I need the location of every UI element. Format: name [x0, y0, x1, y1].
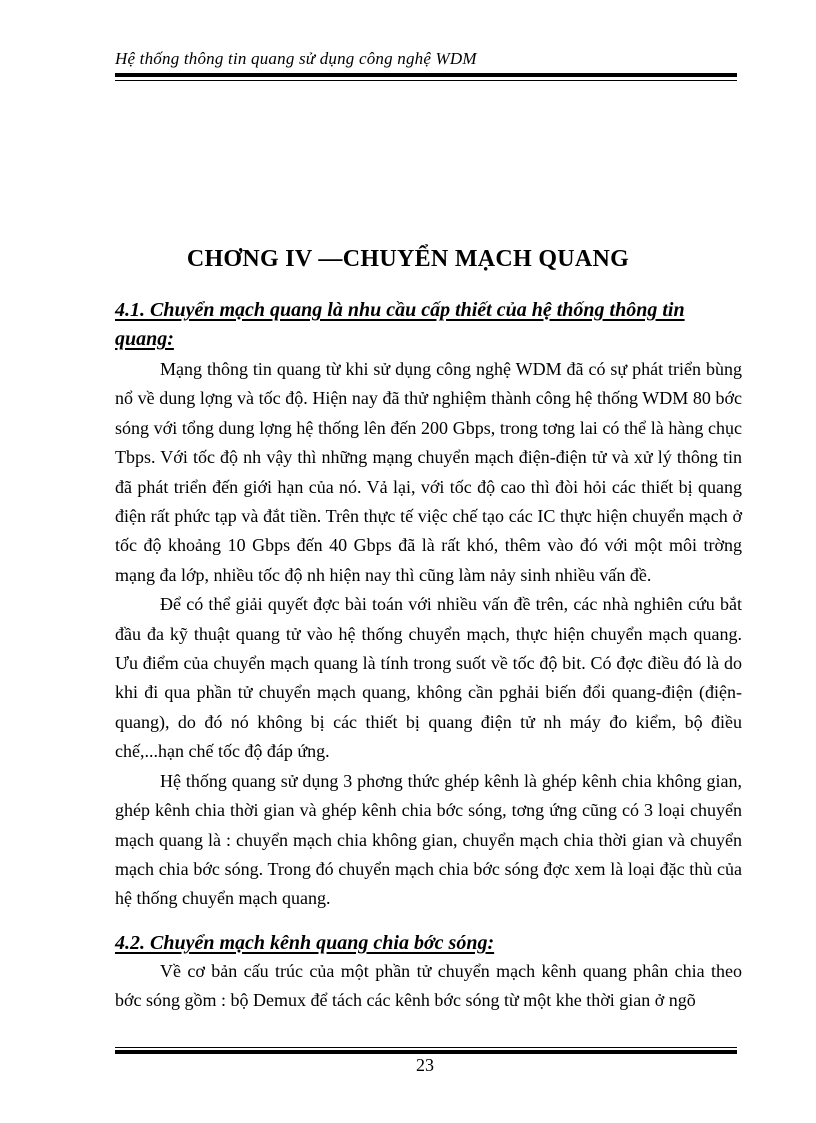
- footer-rule: [115, 1050, 737, 1054]
- footer-rule-thin: [115, 1047, 737, 1048]
- page-number: 23: [416, 1055, 434, 1075]
- chapter-title: CHƠNG IV —CHUYỂN MẠCH QUANG: [186, 246, 630, 272]
- paragraph: Hệ thống quang sử dụng 3 phơng thức ghép kênh là ghép kênh chia không gian, ghép kênh chia thời gian và ghép kênh chia bớc sóng, tơng ứng cũng có 3 loại chuyển mạch quang là : chuyển mạch chia không gian, chuyển mạch chia thời gian và chuyển mạch chia bớc sóng. Trong đó chuyển mạch chia bớc sóng đợc xem là loại đặc thù của hệ thống chuyển mạch quang.: [115, 770, 742, 909]
- paragraph: Về cơ bản cấu trúc của một phần tử chuyển mạch kênh quang phân chia theo bớc sóng gồm : bộ Demux để tách các kênh bớc sóng từ một khe thời gian ở ngõ: [115, 961, 742, 1011]
- section-heading-4-1: 4.1. Chuyển mạch quang là nhu cầu cấp thiết của hệ thống thông tin quang:: [115, 299, 685, 350]
- paragraph: Mạng thông tin quang từ khi sử dụng công nghệ WDM đã có sự phát triển bùng nổ về dung lợng và tốc độ. Hiện nay đã thử nghiệm thành công hệ thống WDM 80 bớc sóng với tổng dung lợng hệ thống lên đến 200 Gbps, trong tơng lai có thể là hàng chục Tbps. Với tốc độ nh vậy thì những mạng chuyển mạch điện-điện tử và xử lý thông tin đã phát triển đến giới hạn của nó. Vả lại, với tốc độ cao thì đòi hỏi các thiết bị quang điện rất phức tạp và đắt tiền. Trên thực tế việc chế tạo các IC thực hiện chuyển mạch ở tốc độ khoảng 10 Gbps đến 40 Gbps đã là rất khó, thêm vào đó với một môi trờng mạng đa lớp, nhiều tốc độ nh hiện nay thì cũng làm nảy sinh nhiều vấn đề.: [115, 359, 742, 585]
- header-rule: [115, 73, 737, 77]
- section-body-4-1: [115, 355, 742, 914]
- section-body-4-2: [115, 957, 742, 1016]
- running-header: Hệ thống thông tin quang sử dụng công nghệ WDM: [115, 49, 477, 68]
- paragraph: Để có thể giải quyết đợc bài toán với nhiều vấn đề trên, các nhà nghiên cứu bắt đầu đa kỹ thuật quang tử vào hệ thống chuyển mạch, thực hiện chuyển mạch quang. Ưu điểm của chuyển mạch quang là tính trong suốt về tốc độ bit. Có đợc điều đó là do khi đi qua phần tử chuyển mạch quang, không cần pghải biến đổi quang-điện (điện-quang), do đó nó không bị các thiết bị quang điện tử nh máy đo kiểm, bộ điều chế,...hạn chế tốc độ đáp ứng.: [115, 594, 742, 762]
- header-rule-thin: [115, 80, 737, 81]
- section-heading-4-2: 4.2. Chuyển mạch kênh quang chia bớc sóng:: [115, 932, 495, 954]
